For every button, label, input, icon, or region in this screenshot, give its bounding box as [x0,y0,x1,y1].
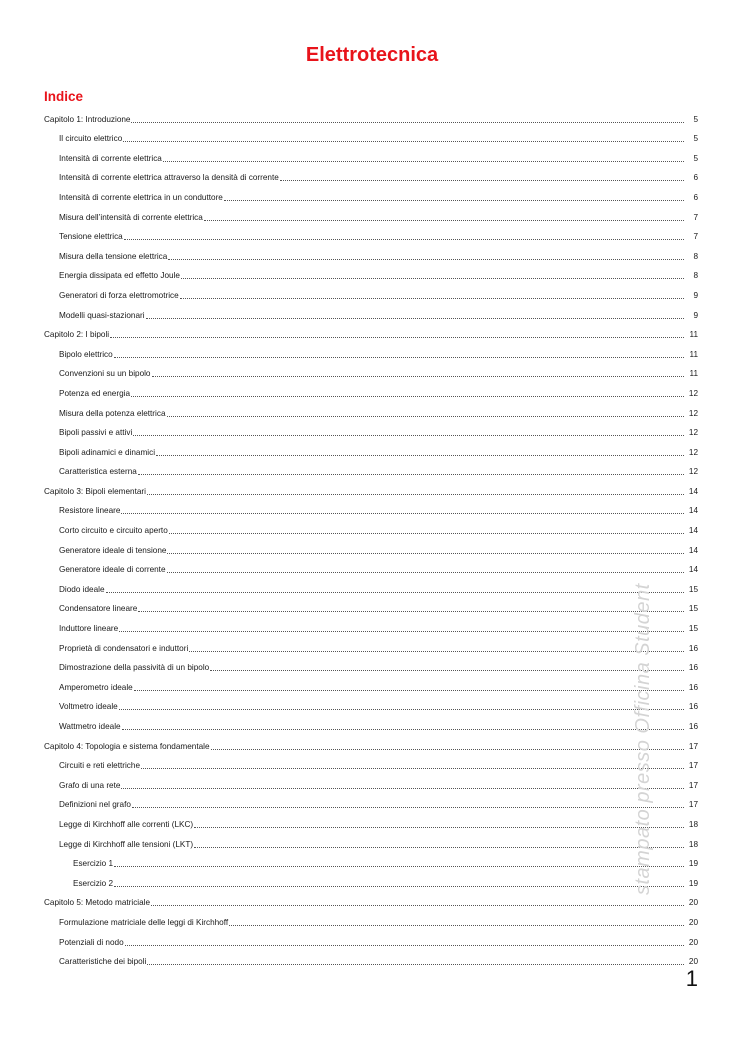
toc-entry-page: 12 [688,467,698,477]
toc-dot-leader [132,806,684,808]
toc-chapter-entry[interactable] [44,477,698,497]
toc-section-entry[interactable] [44,144,698,164]
toc-entry-page: 19 [688,878,698,888]
toc-entry-title: Potenza ed energia [59,388,131,398]
toc-entry-page: 17 [688,800,698,810]
toc-dot-leader [189,650,684,652]
toc-entry-title: Caratteristiche dei bipoli [59,957,147,967]
toc-entry-title: Tensione elettrica [59,232,123,242]
toc-entry-page: 15 [688,604,698,614]
toc-dot-leader [204,219,684,221]
toc-entry-title: Esercizio 2 [73,878,114,888]
toc-entry-page: 9 [693,290,698,300]
toc-entry-title: Potenziali di nodo [59,937,124,947]
toc-entry-title: Amperometro ideale [59,682,133,692]
toc-section-entry[interactable] [44,125,698,145]
toc-heading: Indice [44,89,84,104]
toc-section-entry[interactable] [44,301,698,321]
toc-entry-page: 15 [688,624,698,634]
toc-dot-leader [152,375,685,377]
toc-entry-page: 14 [688,506,698,516]
toc-dot-leader [210,669,684,671]
toc-entry-title: Proprietà di condensatori e induttori [59,643,189,653]
toc-section-entry[interactable] [44,536,698,556]
watermark: stampato presso Officina Student [632,583,654,895]
toc-dot-leader [106,591,684,593]
document-title: Elettrotecnica [305,44,439,66]
toc-dot-leader [194,826,684,828]
toc-entry-page: 14 [688,486,698,496]
toc-dot-leader [125,944,684,946]
toc-section-entry[interactable] [44,223,698,243]
toc-subsubsection-entry[interactable] [44,869,698,889]
toc-entry-page: 7 [693,212,698,222]
page-number: 1 [685,966,698,991]
toc-chapter-entry[interactable] [44,732,698,752]
toc-entry-page: 12 [688,388,698,398]
toc-entry-page: 20 [688,937,698,947]
toc-dot-leader [167,571,684,573]
toc-entry-page: 20 [688,957,698,967]
toc-dot-leader [122,728,684,730]
toc-dot-leader [280,179,684,181]
toc-dot-leader [114,356,684,358]
toc-dot-leader [124,238,684,240]
toc-entry-page: 8 [693,251,698,261]
toc-entry-page: 5 [693,114,698,124]
toc-entry-page: 14 [688,545,698,555]
toc-entry-title: Dimostrazione della passività di un bipolo [59,663,210,673]
toc-dot-leader [141,767,684,769]
toc-entry-title: Misura della potenza elettrica [59,408,166,418]
toc-section-entry[interactable] [44,654,698,674]
toc-dot-leader [156,454,684,456]
toc-entry-title: Intensità di corrente elettrica in un conduttore [59,192,223,202]
toc-section-entry[interactable] [44,948,698,968]
toc-dot-leader [194,846,684,848]
toc-section-entry[interactable] [44,595,698,615]
toc-entry-page: 18 [688,839,698,849]
toc-section-entry[interactable] [44,164,698,184]
toc-section-entry[interactable] [44,575,698,595]
toc-dot-leader [151,904,684,906]
toc-entry-page: 12 [688,447,698,457]
toc-section-entry[interactable] [44,928,698,948]
toc-section-entry[interactable] [44,203,698,223]
toc-entry-title: Circuiti e reti elettriche [59,761,140,771]
toc-entry-title: Bipoli passivi e attivi [59,428,133,438]
toc-chapter-entry[interactable] [44,889,698,909]
toc-section-entry[interactable] [44,497,698,517]
toc-entry-title: Legge di Kirchhoff alle tensioni (LKT) [59,839,194,849]
toc-dot-leader [134,689,684,691]
toc-entry-title: Legge di Kirchhoff alle correnti (LKC) [59,819,194,829]
toc-entry-title: Wattmetro ideale [59,722,121,731]
toc-section-entry[interactable] [44,379,698,399]
toc-dot-leader [138,473,684,475]
toc-chapter-entry[interactable] [44,105,698,125]
toc-entry-page: 16 [688,702,698,712]
toc-section-entry[interactable] [44,634,698,654]
toc-dot-leader [224,199,684,201]
toc-dot-leader [167,415,685,417]
toc-section-entry[interactable] [44,458,698,478]
toc-section-entry[interactable] [44,516,698,536]
toc-entry-page: 19 [688,859,698,869]
toc-section-entry[interactable] [44,771,698,791]
toc-entry-page: 6 [693,173,698,183]
toc-entry-page: 17 [688,741,698,751]
toc-entry-page: 20 [688,917,698,927]
toc-section-entry[interactable] [44,556,698,576]
toc-dot-leader [110,336,684,338]
toc-entry-title: Intensità di corrente elettrica attraverso la densità di corrente [59,173,279,183]
toc-entry-page: 20 [688,898,698,908]
toc-entry-title: Capitolo 1: Introduzione [44,114,131,124]
toc-dot-leader [119,708,684,710]
toc-entry-title: Bipolo elettrico [59,349,113,359]
toc-section-entry[interactable] [44,908,698,928]
toc-entry-title: Capitolo 2: I bipoli [44,330,110,340]
toc-entry-title: Intensità di corrente elettrica [59,153,162,163]
toc-section-entry[interactable] [44,242,698,262]
toc-entry-title: Resistore lineare [59,506,121,516]
toc-entry-title: Capitolo 5: Metodo matriciale [44,898,151,908]
toc-dot-leader [119,630,684,632]
toc-entry-title: Misura dell’intensità di corrente elettrica [59,212,203,222]
toc-section-entry[interactable] [44,752,698,772]
toc-section-entry[interactable] [44,830,698,850]
toc-entry-title: Induttore lineare [59,624,119,634]
toc-entry-page: 12 [688,408,698,418]
toc-entry-title: Generatore ideale di tensione [59,545,167,555]
toc-dot-leader [121,512,684,514]
toc-section-entry[interactable] [44,399,698,419]
toc-entry-page: 14 [688,526,698,536]
toc-section-entry[interactable] [44,340,698,360]
toc-entry-title: Corto circuito e circuito aperto [59,526,168,536]
toc-entry-page: 17 [688,761,698,771]
toc-entry-title: Misura della tensione elettrica [59,251,168,261]
toc-dot-leader [138,610,684,612]
toc-dot-leader [180,297,684,299]
toc-entry-title: Convenzioni su un bipolo [59,369,151,379]
toc-entry-page: 17 [688,780,698,790]
toc-section-entry[interactable] [44,712,698,732]
toc-entry-title: Capitolo 3: Bipoli elementari [44,486,146,496]
toc-dot-leader [131,395,684,397]
toc-section-entry[interactable] [44,614,698,634]
toc-entry-page: 16 [688,722,698,731]
toc-entry-page: 11 [689,330,698,340]
toc-dot-leader [211,748,684,750]
toc-section-entry[interactable] [44,438,698,458]
toc-entry-title: Grafo di una rete [59,780,121,790]
toc-entry-page: 16 [688,663,698,673]
toc-entry-page: 5 [693,134,698,144]
toc-section-entry[interactable] [44,673,698,693]
toc-section-entry[interactable] [44,810,698,830]
toc-entry-title: Bipoli adinamici e dinamici [59,447,156,457]
toc-entry-title: Generatori di forza elettromotrice [59,290,179,300]
toc-entry-page: 6 [693,192,698,202]
toc-dot-leader [168,258,684,260]
toc-entry-page: 5 [693,153,698,163]
toc-section-entry[interactable] [44,791,698,811]
toc-entry-title: Voltmetro ideale [59,702,118,712]
toc-dot-leader [169,532,684,534]
toc-entry-title: Generatore ideale di corrente [59,565,166,575]
toc-section-entry[interactable] [44,183,698,203]
toc-dot-leader [146,317,684,319]
toc-dot-leader [131,121,684,123]
toc-entry-page: 16 [688,682,698,692]
toc-dot-leader [114,885,684,887]
toc-entry-title: Caratteristica esterna [59,467,137,477]
toc-section-entry[interactable] [44,262,698,282]
toc-entry-title: Esercizio 1 [73,859,114,869]
toc-entry-title: Diodo ideale [59,584,105,594]
toc-dot-leader [123,140,684,142]
table-of-contents [44,105,698,967]
toc-entry-page: 14 [688,565,698,575]
toc-entry-title: Definizioni nel grafo [59,800,131,810]
toc-dot-leader [163,160,684,162]
toc-dot-leader [181,277,684,279]
toc-dot-leader [167,552,684,554]
toc-entry-title: Capitolo 4: Topologia e sistema fondamentale [44,741,210,751]
toc-entry-title: Il circuito elettrico [59,134,123,144]
toc-entry-page: 11 [689,369,698,379]
toc-entry-title: Condensatore lineare [59,604,138,614]
toc-entry-page: 9 [693,310,698,320]
toc-entry-title: Energia dissipata ed effetto Joule [59,271,180,281]
toc-section-entry[interactable] [44,281,698,301]
toc-entry-page: 11 [689,349,698,359]
toc-section-entry[interactable] [44,360,698,380]
toc-entry-page: 8 [693,271,698,281]
toc-entry-title: Formulazione matriciale delle leggi di Kirchhoff [59,917,229,927]
toc-dot-leader [229,924,684,926]
toc-dot-leader [133,434,684,436]
toc-dot-leader [121,787,684,789]
toc-entry-page: 18 [688,819,698,829]
toc-chapter-entry[interactable] [44,321,698,341]
toc-dot-leader [114,865,684,867]
toc-subsubsection-entry[interactable] [44,850,698,870]
toc-entry-page: 12 [688,428,698,438]
toc-dot-leader [147,963,684,965]
toc-entry-page: 16 [688,643,698,653]
toc-section-entry[interactable] [44,419,698,439]
toc-entry-title: Modelli quasi-stazionari [59,310,145,320]
toc-section-entry[interactable] [44,693,698,713]
toc-entry-page: 15 [688,584,698,594]
toc-dot-leader [147,493,684,495]
toc-entry-page: 7 [693,232,698,242]
